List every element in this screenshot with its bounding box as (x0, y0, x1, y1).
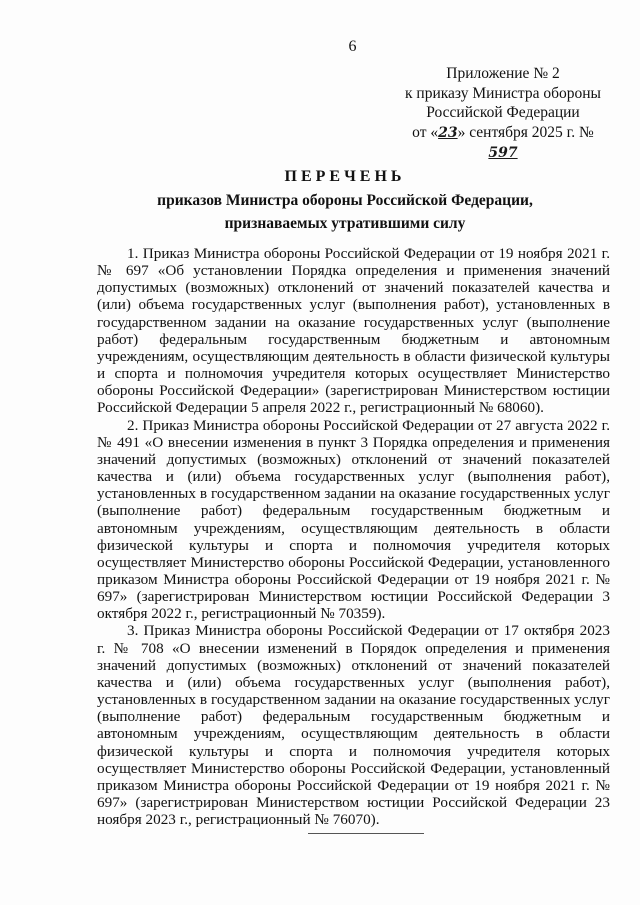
appendix-header (398, 64, 608, 164)
document-title (150, 166, 540, 234)
page-number: 6 (348, 38, 357, 55)
list-item: 3. Приказ Министра обороны Российской Федерации от 17 октября 2023 г. № 708 «О внесении изменений в Порядок определения и применения значений допустимых (возможных) отклонений от значений показателей качества и (или) объема государственных услуг (выполнения работ), установленных в государственном задании на оказание государственных услуг (выполнение работ) федеральным государственным бюджетным и автономным учреждениям, осуществляющим деятельность в области физической культуры и спорта и полномочия учредителя которых осуществляет Министерство обороны Российской Федерации, установленный приказом Министра обороны Российской Федерации от 19 ноября 2021 г. № 697» (зарегистрирован Министерством юстиции Российской Федерации 23 ноября 2023 г., регистрационный № 76070). (97, 622, 610, 829)
title-heading: ПЕРЕЧЕНЬ (284, 168, 406, 185)
appendix-number-handwritten: 597 (488, 145, 518, 161)
appendix-country: Российской Федерации (426, 104, 580, 121)
appendix-day-handwritten: 23 (438, 124, 458, 141)
appendix-label: Приложение № 2 (446, 65, 560, 82)
end-separator-line (308, 833, 424, 834)
orders-list (97, 245, 610, 828)
appendix-date-suffix: » сентября 2025 г. № (457, 123, 594, 141)
appendix-order-ref: к приказу Министра обороны (405, 84, 601, 102)
appendix-date-line (398, 123, 608, 164)
list-item: 2. Приказ Министра обороны Российской Федерации от 27 августа 2022 г. № 491 «О внесении изменения в пункт 3 Порядка определения и применения значений допустимых (возможных) отклонений от значений показателей качества и (или) объема государственных услуг (выполнения работ), установленных в государственном задании на оказание государственных услуг (выполнение работ) федеральным государственным бюджетным и автономным учреждениям, осуществляющим деятельность в области физической культуры и спорта и полномочия учредителя которых осуществляет Министерство обороны Российской Федерации, установленного приказом Министра обороны Российской Федерации от 19 ноября 2021 г. № 697» (зарегистрирован Министерством юстиции Российской Федерации 3 октября 2022 г., регистрационный № 70359). (97, 416, 610, 623)
list-item: 1. Приказ Министра обороны Российской Федерации от 19 ноября 2021 г. № 697 «Об установлении Порядка определения и применения значений допустимых (возможных) отклонений от значений показателей качества и (или) объема государственных услуг (выполнения работ), установленных в государственном задании на оказание государственных услуг (выполнение работ) федеральным государственным бюджетным и автономным учреждениям, осуществляющим деятельность в области физической культуры и спорта и полномочия учредителя которых осуществляет Министерство обороны Российской Федерации» (зарегистрирован Министерством юстиции Российской Федерации 5 апреля 2022 г., регистрационный № 68060). (97, 245, 610, 417)
title-subheading-line1: приказов Министра обороны Российской Федерации, (157, 192, 533, 209)
title-subheading-line2: признаваемых утратившими силу (224, 215, 466, 232)
appendix-date-prefix: от « (412, 123, 439, 141)
